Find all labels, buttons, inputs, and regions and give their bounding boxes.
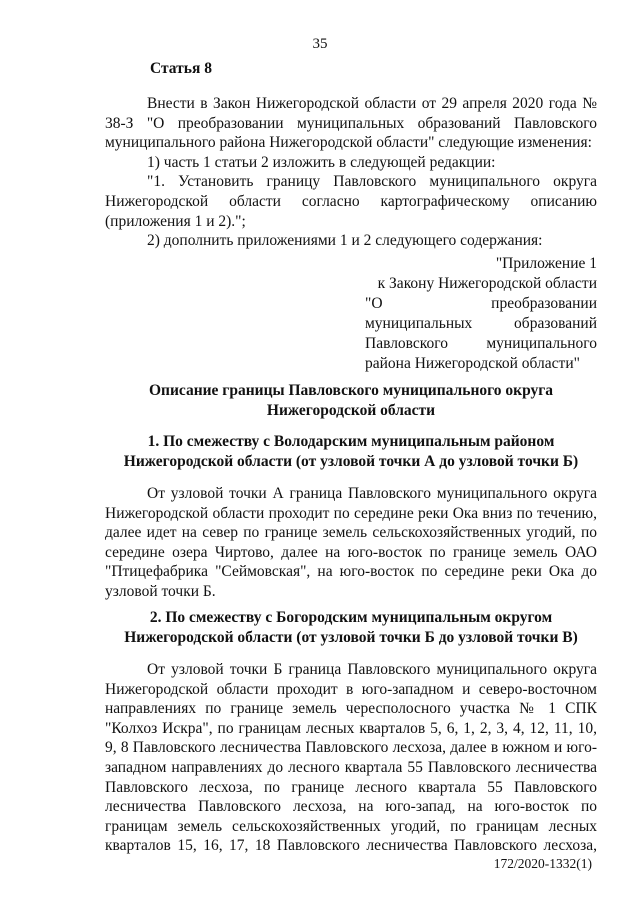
appendix-line-4: муниципальных образований [365, 315, 597, 332]
description-title [105, 381, 597, 421]
section-2-title-line-2: Нижегородской области (от узловой точки Б до узловой точки В) [124, 629, 578, 646]
appendix-line-3: "О преобразовании [365, 295, 597, 312]
section-2-body [105, 660, 597, 856]
appendix-line-5: Павловского муниципального [365, 335, 597, 352]
intro-paragraph-2: 1) часть 1 статьи 2 изложить в следующей редакции: [147, 153, 496, 171]
article-heading: Статья 8 [150, 60, 212, 77]
appendix-line-2: к Закону Нижегородской области [377, 275, 597, 292]
intro-paragraph-1: Внести в Закон Нижегородской области от 29 апреля 2020 года № 38-З "О преобразовании муниципальных образований Павловского муниципального района Нижегородской области" следующие изменения: [105, 95, 597, 152]
section-2-title [105, 608, 597, 648]
intro-paragraph-4: 2) дополнить приложениями 1 и 2 следующего содержания: [147, 232, 543, 250]
document-code: 172/2020-1332(1) [493, 856, 592, 871]
section-2-paragraph: От узловой точки Б граница Павловского муниципального округа Нижегородской области проходит в юго-западном и северо-восточном направлениях по границе земель чересполосного участка № 1 СПК "Колхоз Искра", по границам лесных кварталов 5, 6, 1, 2, 3, 4, 12, 11, 10, 9, 8 Павловского лесничества Павловского лесхоза, далее в южном и юго-западном направлениях до лесного квартала 55 Павловского лесничества Павловского лесхоза, по границе лесного квартала 55 Павловского лесничества Павловского лесхоза, на юго-запад, на юго-восток по границам земель сельскохозяйственных угодий, по границам лесных кварталов 15, 16, 17, 18 Павловского лесничества Павловского лесхоза, [105, 661, 597, 855]
section-1-title [105, 432, 597, 472]
section-1-paragraph: От узловой точки А граница Павловского муниципального округа Нижегородской области проходит по середине реки Ока вниз по течению, далее идет на север по границе земель сельскохозяйственных угодий, по середине озера Чиртово, далее на юго-восток по границе земель ОАО "Птицефабрика "Сеймовская", на юго-восток по середине реки Ока до узловой точки Б. [105, 485, 597, 600]
amendment-block [105, 94, 597, 251]
section-2-title-line-1: 2. По смежеству с Богородским муниципальным округом [149, 609, 553, 626]
description-title-line-2: Нижегородской области [266, 402, 436, 419]
appendix-line-1: "Приложение 1 [495, 255, 597, 272]
page-number: 35 [312, 36, 328, 52]
description-title-line-1: Описание границы Павловского муниципального округа [148, 382, 554, 399]
section-1-body [105, 484, 597, 602]
appendix-caption [365, 254, 597, 374]
section-1-title-line-2: Нижегородской области (от узловой точки А до узловой точки Б) [123, 453, 579, 470]
intro-paragraph-3: "1. Установить границу Павловского муниципального округа Нижегородской области согласно картографическому описанию (приложения 1 и 2)."; [105, 173, 597, 230]
appendix-line-6: района Нижегородской области" [365, 355, 580, 372]
section-1-title-line-1: 1. По смежеству с Володарским муниципальным районом [147, 433, 555, 450]
